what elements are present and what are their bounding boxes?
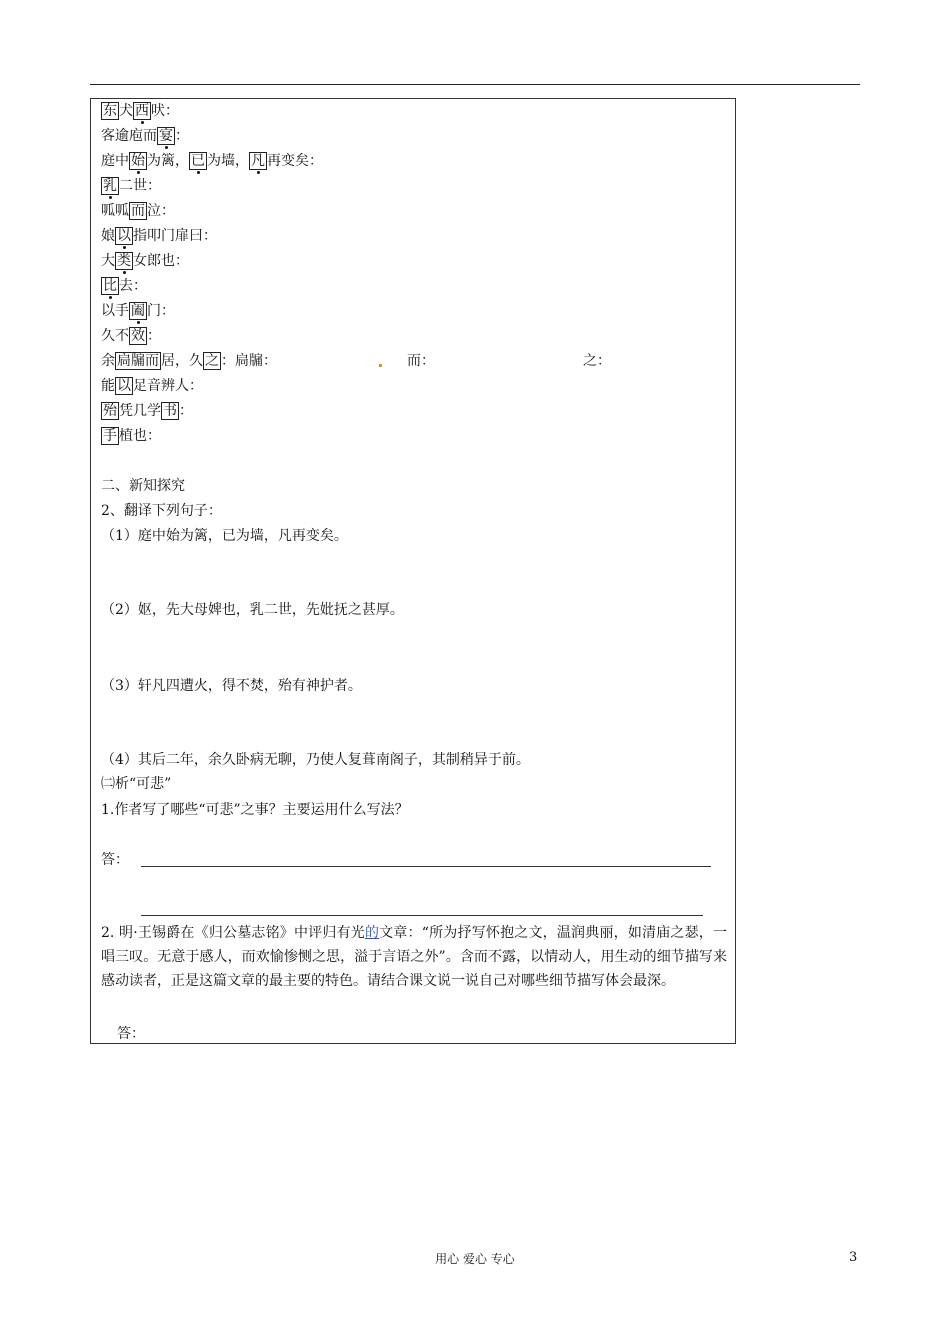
text: 文章：“所为抒写怀抱之文，温润典丽，如清庙之瑟，一唱三叹。无意于感人，而欢愉惨恻之思，溢于言语之外”。含而不露，以情动人，用生动的细节描写来感动读者，正是这篇文章的最主要的特色。请结合课文说一说自己对哪些细节描写体会最深。 bbox=[101, 925, 728, 989]
sub-heading: 2、翻译下列句子： bbox=[101, 503, 222, 519]
boxed-char: 书 bbox=[163, 403, 177, 419]
orange-mark bbox=[379, 364, 382, 367]
text: 足音辨人： bbox=[133, 378, 203, 394]
text: 而： bbox=[407, 353, 435, 369]
vocab-line bbox=[101, 177, 161, 195]
footer-text: 用心 爱心 专心 bbox=[435, 1252, 515, 1266]
text: 久不 bbox=[101, 328, 129, 344]
boxed-char: 殆 bbox=[103, 403, 117, 419]
vocab-line bbox=[101, 202, 175, 220]
text: 再变矣： bbox=[267, 153, 323, 169]
boxed-char: 凡 bbox=[251, 153, 265, 169]
boxed-char: 手 bbox=[103, 428, 117, 444]
boxed-char: 比 bbox=[103, 278, 117, 294]
section-heading: 二、新知探究 bbox=[101, 478, 185, 494]
boxed-char: 乳 bbox=[103, 178, 117, 194]
answer-label: 答： bbox=[117, 1026, 145, 1042]
text: 为墙， bbox=[207, 153, 249, 169]
text: 居，久 bbox=[161, 353, 203, 369]
boxed-char: 已 bbox=[191, 153, 205, 169]
question-2 bbox=[101, 921, 727, 993]
boxed-char: 东 bbox=[103, 103, 117, 119]
boxed-char: 而 bbox=[131, 203, 145, 219]
text: 植也： bbox=[119, 428, 161, 444]
text: ： bbox=[147, 328, 161, 344]
text: 能 bbox=[101, 378, 115, 394]
boxed-char: 阖 bbox=[131, 303, 145, 319]
text: 客逾庖而 bbox=[101, 128, 157, 144]
boxed-char: 扃牖而 bbox=[117, 353, 159, 369]
page-number: 3 bbox=[849, 1250, 858, 1265]
answer-label: 答： bbox=[101, 852, 129, 868]
text: 门： bbox=[147, 303, 175, 319]
sentence-4: （4）其后二年，余久卧病无聊，乃使人复葺南阁子，其制稍异于前。 bbox=[101, 752, 530, 768]
boxed-char: 类 bbox=[117, 253, 131, 269]
sentence-2: （2）妪，先大母婢也，乳二世，先妣抚之甚厚。 bbox=[101, 602, 404, 618]
boxed-char: 以 bbox=[117, 228, 131, 244]
text: 二世： bbox=[119, 178, 161, 194]
vocab-line bbox=[101, 277, 147, 295]
sentence-3: （3）轩凡四遭火，得不焚，殆有神护者。 bbox=[101, 678, 362, 694]
text: 为篱， bbox=[147, 153, 189, 169]
vocab-line bbox=[101, 127, 189, 145]
analysis-heading: ㈡析“可悲” bbox=[101, 776, 172, 792]
text: 庭中 bbox=[101, 153, 129, 169]
vocab-line bbox=[101, 352, 727, 370]
text: 余 bbox=[101, 353, 115, 369]
boxed-char: 始 bbox=[131, 153, 145, 169]
text: 呱呱 bbox=[101, 203, 129, 219]
vocab-line bbox=[101, 327, 161, 345]
boxed-char: 之 bbox=[205, 353, 219, 369]
text: 之： bbox=[583, 353, 611, 369]
boxed-char: 宴 bbox=[159, 128, 173, 144]
vocab-line bbox=[101, 377, 203, 395]
text: 吠： bbox=[151, 103, 179, 119]
vocab-line bbox=[101, 252, 189, 270]
text: 以手 bbox=[101, 303, 129, 319]
vocab-line bbox=[101, 227, 217, 245]
worksheet-box bbox=[90, 98, 736, 1044]
text: 指叩门扉曰： bbox=[133, 228, 217, 244]
vocab-line bbox=[101, 102, 179, 120]
text: 泣： bbox=[147, 203, 175, 219]
text: 2. 明·王锡爵在《归公墓志铭》中评归有光 bbox=[101, 925, 365, 941]
text: 大 bbox=[101, 253, 115, 269]
link-text[interactable]: 的 bbox=[364, 925, 380, 941]
vocab-line bbox=[101, 152, 323, 170]
boxed-char: 西 bbox=[135, 103, 149, 119]
text: 娘 bbox=[101, 228, 115, 244]
question-1: 1.作者写了哪些“可悲”之事？主要运用什么写法？ bbox=[101, 802, 409, 818]
text: ： bbox=[175, 128, 189, 144]
text: 凭几学 bbox=[119, 403, 161, 419]
vocab-line bbox=[101, 402, 193, 420]
vocab-line bbox=[101, 427, 161, 445]
text: 女郎也： bbox=[133, 253, 189, 269]
sentence-1: （1）庭中始为篱，已为墙，凡再变矣。 bbox=[101, 528, 348, 544]
text: 去： bbox=[119, 278, 147, 294]
boxed-char: 效 bbox=[131, 328, 145, 344]
header-rule bbox=[90, 84, 860, 85]
text: ： bbox=[179, 403, 193, 419]
boxed-char: 以 bbox=[117, 378, 131, 394]
answer-line[interactable] bbox=[141, 915, 703, 916]
text: ：扃牖： bbox=[221, 353, 277, 369]
text: 犬 bbox=[119, 103, 133, 119]
answer-line[interactable] bbox=[141, 866, 711, 867]
vocab-line bbox=[101, 302, 175, 320]
